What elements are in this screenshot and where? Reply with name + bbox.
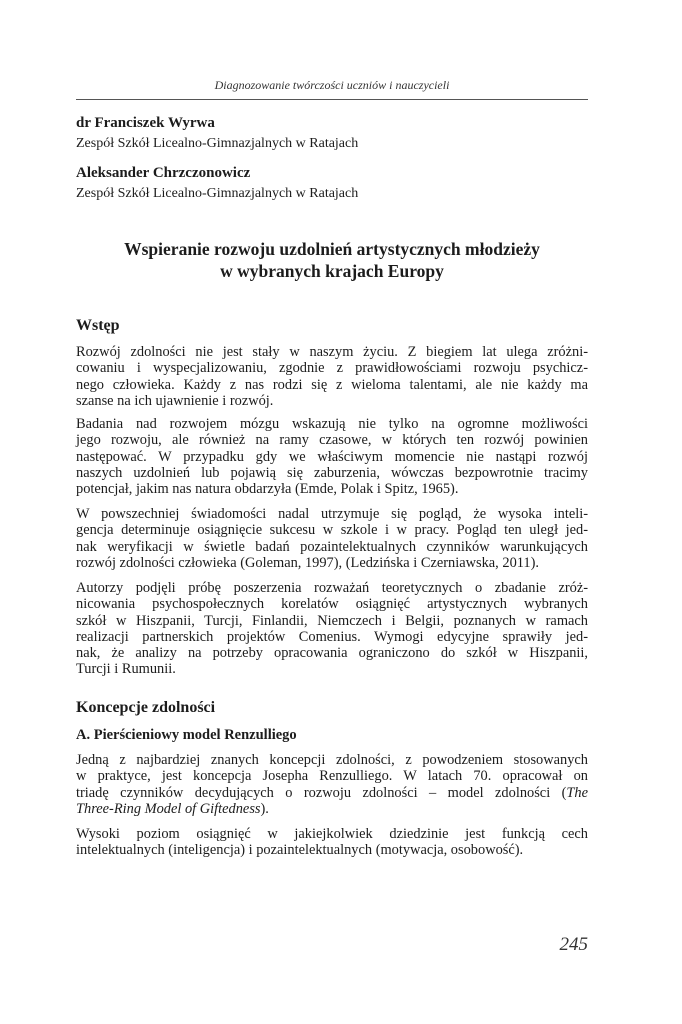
text-line: nak weryfikacji w świetle badań pozaintelektualnych czynników warunkujących (76, 538, 588, 555)
text-line: naszych uzdolnień lub pojawią się zaburzenia, wówczas bezpowrotnie tracimy (76, 464, 588, 481)
text-line: w praktyce, jest koncepcja Josepha Renzulliego. W latach 70. opracował on (76, 768, 588, 785)
text-line: Badania nad rozwojem mózgu wskazują nie tylko na ogromne możliwości (76, 416, 588, 432)
italic-title-run: The (566, 784, 588, 801)
author-affiliation: Zespół Szkół Licealno-Gimnazjalnych w Ratajach (76, 136, 359, 151)
text-run: ). (260, 800, 269, 817)
text-line: jego rozwoju, ale również na ramy czasowe, w których ten rozwój powinien (76, 432, 588, 449)
title-line: w wybranych krajach Europy (220, 261, 444, 281)
page-number: 245 (559, 934, 588, 955)
author-affiliation: Zespół Szkół Licealno-Gimnazjalnych w Ratajach (76, 186, 359, 201)
text-run: triadę czynników decydujących o rozwoju zdolności – model zdolności ( (76, 784, 567, 801)
subsection-renzulli (76, 726, 588, 744)
section-intro (76, 316, 588, 336)
title-line: Wspieranie rozwoju uzdolnień artystycznych młodzieży (124, 239, 540, 259)
text-line: Rozwój zdolności nie jest stały w naszym życiu. Z biegiem lat ulega zróżni- (76, 344, 588, 360)
subsection-heading: A. Pierścieniowy model Renzulliego (76, 727, 297, 743)
text-line: potencjał, jakim nas natura obdarzyła (Emde, Polak i Spitz, 1965). (76, 481, 459, 498)
paragraph (76, 752, 588, 817)
document-page (76, 0, 588, 1024)
text-line: realizacji partnerskich projektów Comenius. Wymogi edycyjne sprawiły jed- (76, 628, 588, 645)
running-head: Diagnozowanie twórczości uczniów i nauczycieli (214, 78, 450, 92)
section-heading: Koncepcje zdolności (76, 699, 216, 716)
text-line: szanse na ich ujawnienie i rozwój. (76, 392, 274, 409)
author-2 (76, 164, 588, 203)
section-heading: Wstęp (76, 317, 120, 334)
text-line: Jedną z najbardziej znanych koncepcji zdolności, z powodzeniem stosowanych (76, 752, 588, 768)
author-name: Aleksander Chrzczonowicz (76, 165, 251, 181)
paragraph (76, 416, 588, 497)
author-name: dr Franciszek Wyrwa (76, 115, 215, 131)
article-title (76, 238, 588, 282)
text-line: nicowania psychospołecznych korelatów osiągnięć artystycznych wybranych (76, 596, 588, 613)
text-line: nak, że analizy na potrzeby opracowania ograniczono do szkół w Hiszpanii, (76, 645, 588, 662)
text-line: intelektualnych (inteligencja) i pozaintelektualnych (motywacja, osobowość). (76, 842, 524, 859)
paragraph (76, 344, 588, 409)
text-line: rozwój zdolności człowieka (Goleman, 1997), (Ledzińska i Czerniawska, 2011). (76, 554, 540, 571)
header-rule (76, 99, 588, 100)
text-line: Autorzy podjęli próbę poszerzenia rozważań teoretycznych o zbadanie zróż- (76, 580, 588, 596)
paragraph (76, 580, 588, 678)
author-1 (76, 114, 588, 153)
paragraph (76, 826, 588, 859)
paragraph (76, 506, 588, 571)
section-concepts (76, 698, 588, 718)
text-line: Wysoki poziom osiągnięć w jakiejkolwiek dziedzinie jest funkcją cech (76, 826, 588, 842)
text-line (76, 801, 588, 817)
text-line: gencja determinuje osiągnięcie sukcesu w szkole i w pracy. Pogląd ten uległ jed- (76, 522, 588, 539)
text-line: Turcji i Rumunii. (76, 661, 176, 678)
text-line: nego człowieka. Każdy z nas rodzi się z wieloma talentami, ale nie każdy ma (76, 376, 588, 393)
text-line: W powszechniej świadomości nadal utrzymuje się pogląd, że wysoka inteli- (76, 506, 588, 522)
text-line: szkół w Hiszpanii, Turcji, Finlandii, Niemczech i Belgii, poznanych w ramach (76, 612, 588, 629)
italic-title-run: Three-Ring Model of Giftedness (76, 800, 261, 817)
text-line (76, 785, 588, 801)
text-line: następować. W przypadku gdy we właściwym momencie nie nastąpi rozwój (76, 448, 588, 465)
text-line: cowaniu i wyspecjalizowaniu, zgodnie z prawidłowościami rozwoju psychicz- (76, 360, 588, 377)
